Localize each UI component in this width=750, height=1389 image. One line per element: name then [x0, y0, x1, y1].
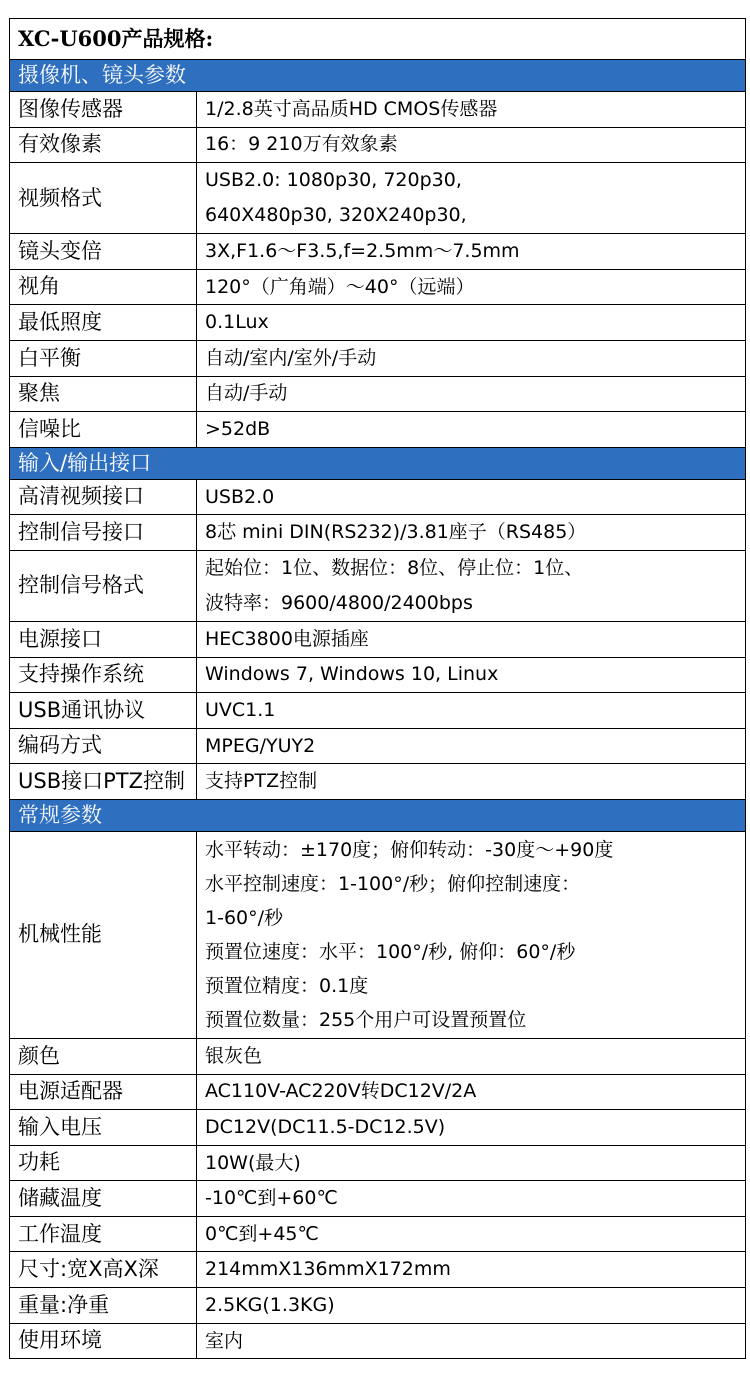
row-label: 镜头变倍: [10, 234, 197, 270]
row-value: 银灰色: [197, 1038, 746, 1074]
title-row: [10, 19, 746, 60]
table-row: [10, 1074, 746, 1110]
row-value: AC110V-AC220V转DC12V/2A: [197, 1074, 746, 1110]
row-value: 10W(最大): [197, 1145, 746, 1181]
row-label: 输入电压: [10, 1110, 197, 1146]
table-row: [10, 764, 746, 800]
value-line: 640X480p30, 320X240p30,: [205, 204, 467, 227]
table-row: [10, 1038, 746, 1074]
row-value: 支持PTZ控制: [197, 764, 746, 800]
table-row: [10, 1216, 746, 1252]
row-value: [197, 163, 746, 234]
row-label: 颜色: [10, 1038, 197, 1074]
row-value: 0.1Lux: [197, 305, 746, 341]
table-row: [10, 234, 746, 270]
table-row: [10, 127, 746, 163]
table-row: [10, 621, 746, 657]
table-row: [10, 831, 746, 1038]
row-label: 储藏温度: [10, 1181, 197, 1217]
row-value: [197, 550, 746, 621]
row-label: 尺寸:宽X高X深: [10, 1252, 197, 1288]
row-label: 视频格式: [10, 163, 197, 234]
table-row: [10, 340, 746, 376]
value-line: 水平控制速度：1-100°/秒；俯仰控制速度：: [205, 872, 581, 895]
row-value: 2.5KG(1.3KG): [197, 1288, 746, 1324]
row-label: 重量:净重: [10, 1288, 197, 1324]
row-label: USB通讯协议: [10, 693, 197, 729]
row-value: >52dB: [197, 412, 746, 448]
row-value: 16：9 210万有效象素: [197, 127, 746, 163]
row-label: USB接口PTZ控制: [10, 764, 197, 800]
table-row: [10, 1181, 746, 1217]
row-label: 聚焦: [10, 376, 197, 412]
value-line: 预置位精度：0.1度: [205, 974, 369, 997]
table-row: [10, 163, 746, 234]
row-value: UVC1.1: [197, 693, 746, 729]
row-value: 3X,F1.6～F3.5,f=2.5mm～7.5mm: [197, 234, 746, 270]
section-header: [10, 447, 746, 479]
row-value: -10℃到+60℃: [197, 1181, 746, 1217]
row-label: 工作温度: [10, 1216, 197, 1252]
value-line: 水平转动：±170度；俯仰转动：-30度～+90度: [205, 838, 614, 861]
section-header: [10, 799, 746, 831]
table-row: [10, 1110, 746, 1146]
row-value: 0℃到+45℃: [197, 1216, 746, 1252]
row-label: 使用环境: [10, 1323, 197, 1359]
row-value: 自动/手动: [197, 376, 746, 412]
row-label: 控制信号格式: [10, 550, 197, 621]
table-row: [10, 376, 746, 412]
row-label: 视角: [10, 269, 197, 305]
table-row: [10, 657, 746, 693]
row-label: 编码方式: [10, 728, 197, 764]
row-label: 电源接口: [10, 621, 197, 657]
row-value: 自动/室内/室外/手动: [197, 340, 746, 376]
table-row: [10, 1288, 746, 1324]
row-value: 8芯 mini DIN(RS232)/3.81座子（RS485）: [197, 515, 746, 551]
section-title: 输入/输出接口: [10, 447, 746, 479]
row-label: 电源适配器: [10, 1074, 197, 1110]
section-header: [10, 60, 746, 92]
row-label: 信噪比: [10, 412, 197, 448]
table-row: [10, 728, 746, 764]
value-line: 预置位数量：255个用户可设置预置位: [205, 1008, 527, 1031]
row-value: [197, 831, 746, 1038]
row-value: 120°（广角端）～40°（远端）: [197, 269, 746, 305]
table-row: [10, 92, 746, 128]
table-row: [10, 412, 746, 448]
table-row: [10, 1145, 746, 1181]
row-label: 支持操作系统: [10, 657, 197, 693]
row-label: 有效像素: [10, 127, 197, 163]
value-line: 1-60°/秒: [205, 906, 284, 929]
row-label: 最低照度: [10, 305, 197, 341]
section-title: 常规参数: [10, 799, 746, 831]
row-value: MPEG/YUY2: [197, 728, 746, 764]
row-label: 机械性能: [10, 831, 197, 1038]
value-line: 预置位速度：水平：100°/秒, 俯仰：60°/秒: [205, 940, 576, 963]
value-line: 波特率：9600/4800/2400bps: [205, 591, 473, 614]
row-value: USB2.0: [197, 479, 746, 515]
table-row: [10, 1323, 746, 1359]
row-label: 图像传感器: [10, 92, 197, 128]
table-row: [10, 479, 746, 515]
row-value: 1/2.8英寸高品质HD CMOS传感器: [197, 92, 746, 128]
row-label: 功耗: [10, 1145, 197, 1181]
table-row: [10, 305, 746, 341]
spec-title: XC-U600产品规格:: [10, 19, 746, 60]
value-line: 起始位：1位、数据位：8位、停止位：1位、: [205, 556, 584, 579]
row-value: 室内: [197, 1323, 746, 1359]
table-row: [10, 269, 746, 305]
table-row: [10, 515, 746, 551]
row-value: DC12V(DC11.5-DC12.5V): [197, 1110, 746, 1146]
value-line: USB2.0: 1080p30, 720p30,: [205, 169, 462, 192]
row-label: 高清视频接口: [10, 479, 197, 515]
table-row: [10, 1252, 746, 1288]
row-value: Windows 7, Windows 10, Linux: [197, 657, 746, 693]
row-label: 白平衡: [10, 340, 197, 376]
spec-table-body: [10, 19, 746, 1359]
row-value: HEC3800电源插座: [197, 621, 746, 657]
spec-table: [9, 18, 746, 1359]
table-row: [10, 550, 746, 621]
row-label: 控制信号接口: [10, 515, 197, 551]
section-title: 摄像机、镜头参数: [10, 60, 746, 92]
table-row: [10, 693, 746, 729]
row-value: 214mmX136mmX172mm: [197, 1252, 746, 1288]
